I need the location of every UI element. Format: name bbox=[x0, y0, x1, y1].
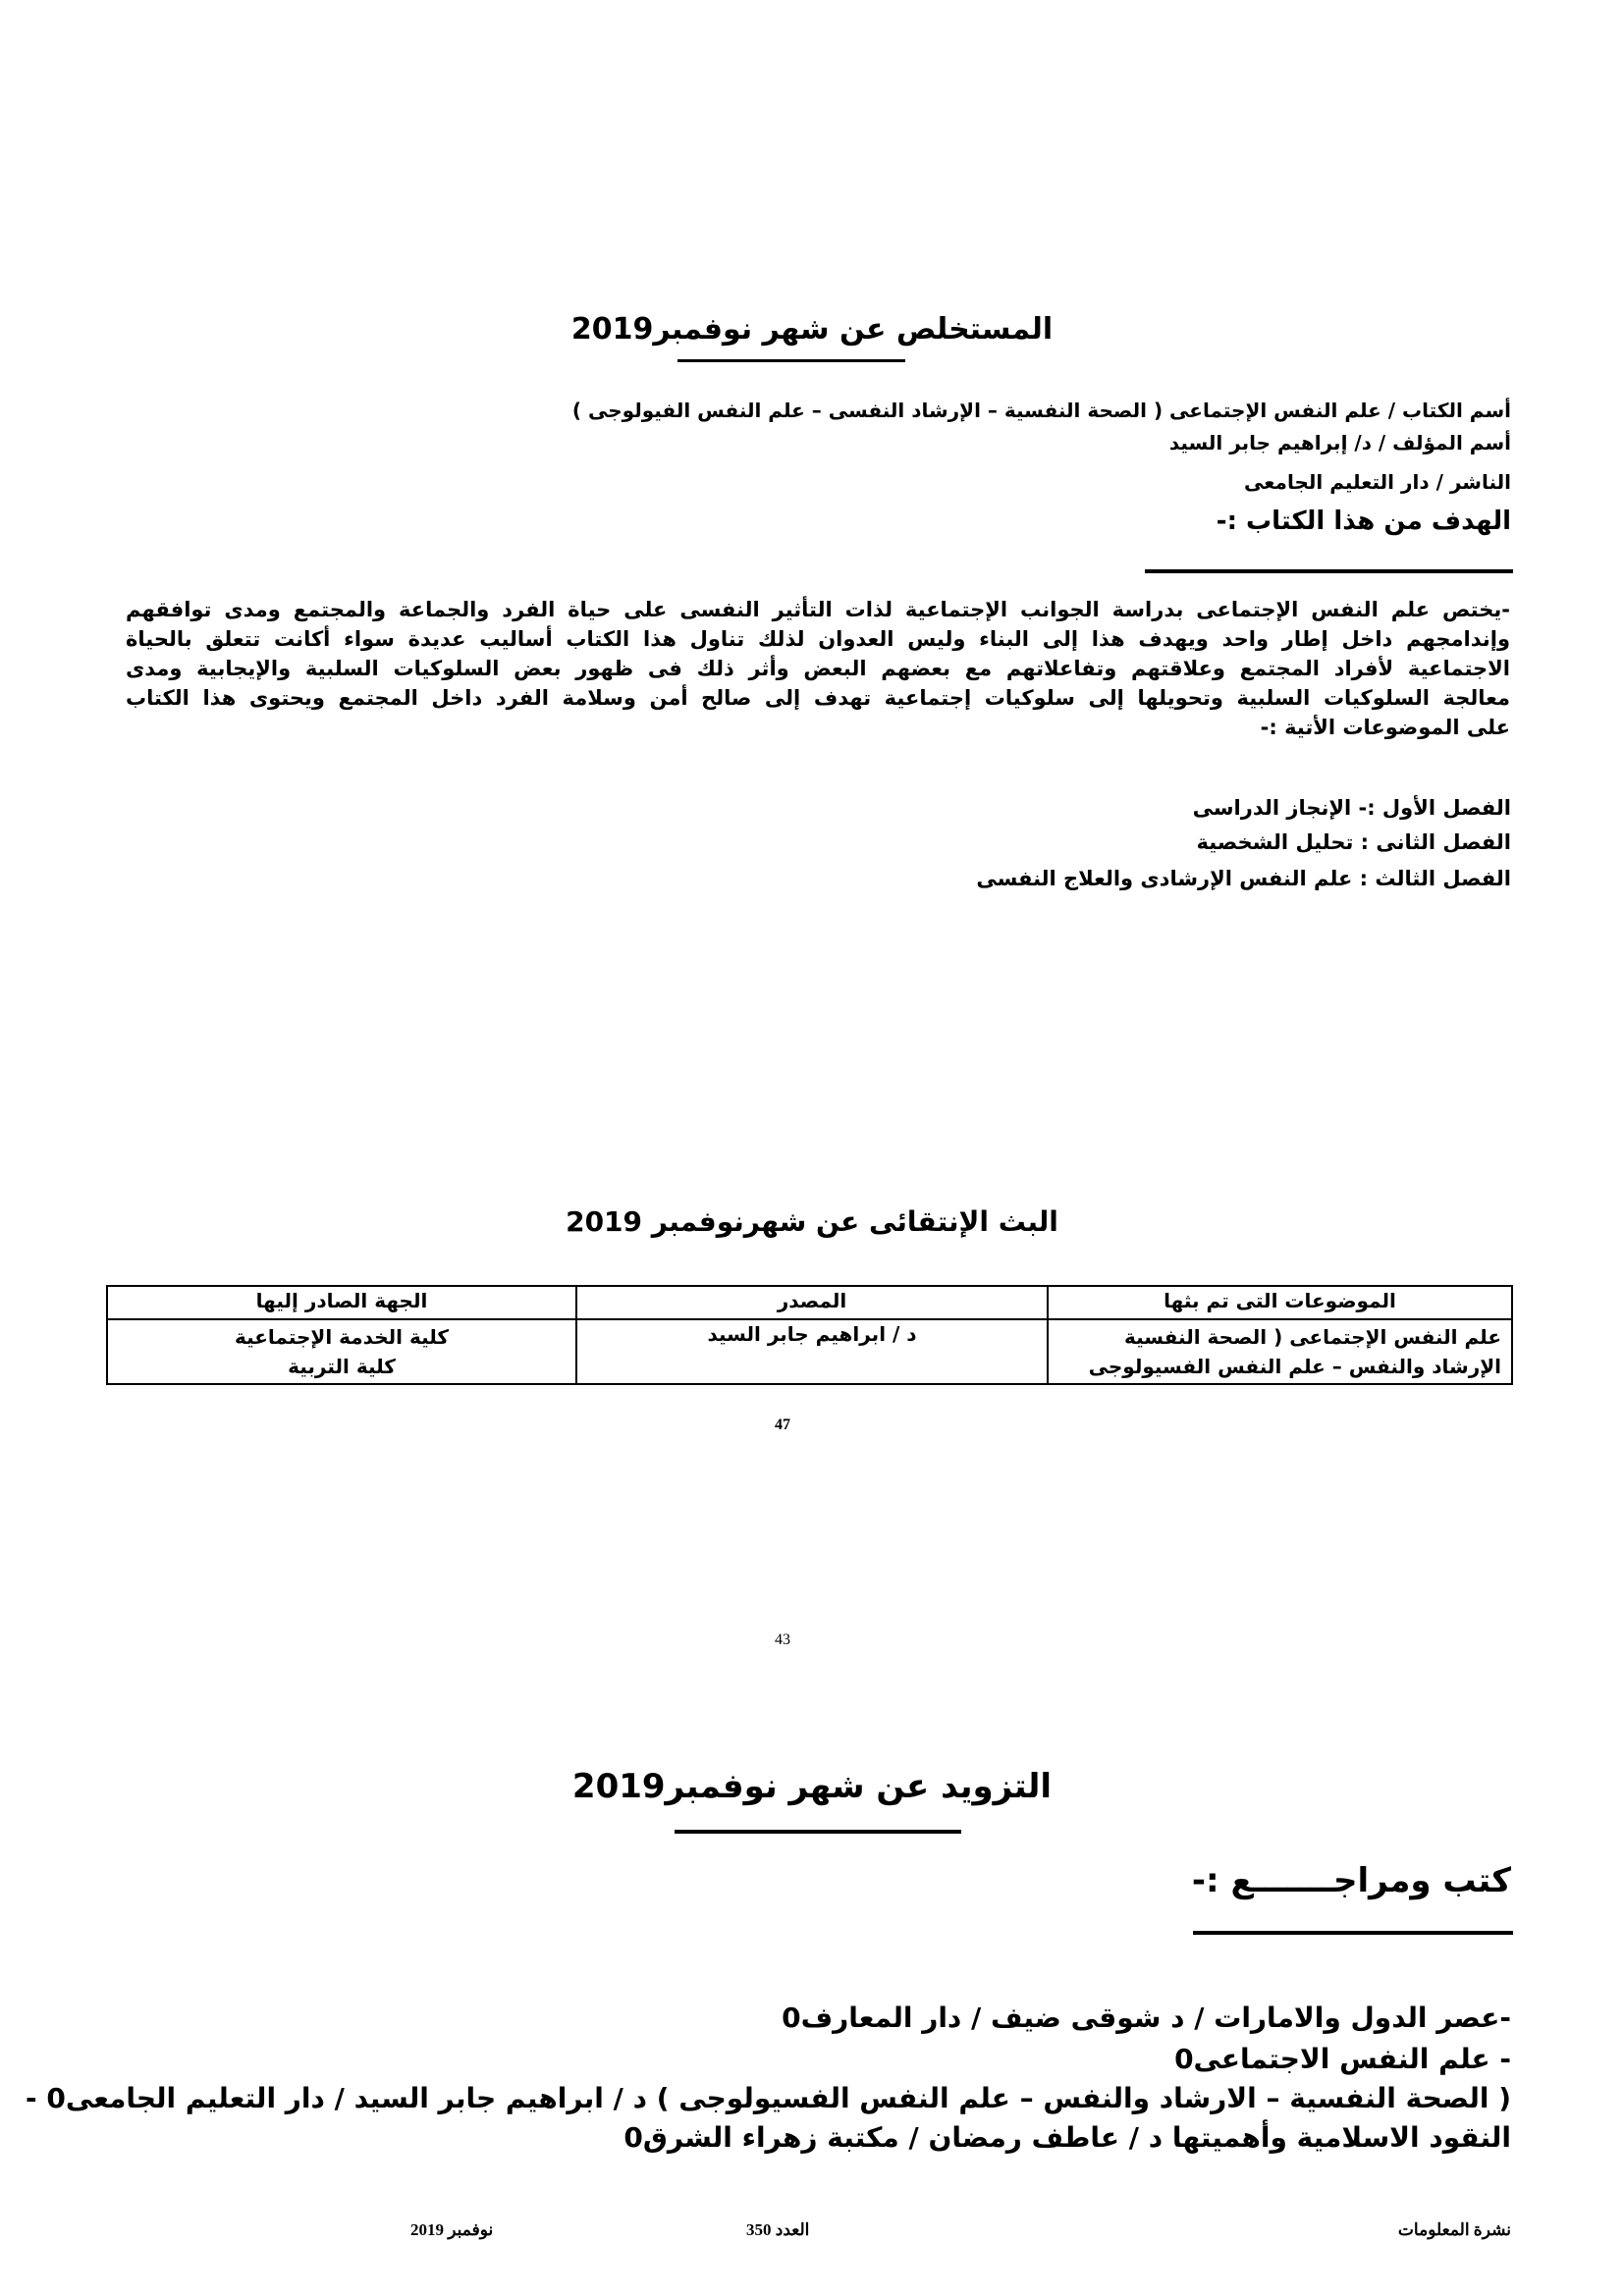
goal-heading: الهدف من هذا الكتاب :- bbox=[1216, 507, 1511, 536]
paragraph-line: معالجة السلوكيات السلبية وتحويلها إلى سلوكيات إجتماعية تهدف إلى صالح أمن وسلامة الفرد داخل المجتمع ويحتوى هذا الكتاب bbox=[126, 686, 1510, 710]
chapter-1: الفصل الأول :- الإنجاز الدراسى bbox=[1192, 796, 1511, 820]
paragraph-line: على الموضوعات الأتية :- bbox=[1260, 716, 1510, 739]
page-number-43: 43 bbox=[775, 1631, 790, 1648]
topic-line-1: علم النفس الإجتماعى ( الصحة النفسية bbox=[1124, 1325, 1501, 1349]
acquisitions-title: التزويد عن شهر نوفمبر2019 bbox=[571, 1767, 1053, 1806]
footer-issue: العدد 350 bbox=[746, 2220, 810, 2239]
paragraph-line: الاجتماعية لأفراد المجتمع وعلاقتهم وتفاعلاتهم مع بعضهم البعض وأثر ذلك فى ظهور بعض السلوكيات السلبية والإيجابية ومدى bbox=[126, 657, 1510, 680]
chapter-2: الفصل الثانى : تحليل الشخصية bbox=[1196, 830, 1511, 854]
abstract-paragraph bbox=[126, 595, 1510, 742]
footer-bulletin: نشرة المعلومات bbox=[1397, 2220, 1511, 2239]
cell-topic bbox=[1048, 1319, 1512, 1384]
reference-item-3: ( الصحة النفسية – الارشاد والنفس – علم النفس الفسيولوجى ) د / ابراهيم جابر السيد / دار التعليم الجامعى0 - bbox=[26, 2082, 1511, 2114]
references-heading: كتب ومراجـــــــع :- bbox=[1191, 1861, 1511, 1900]
author-line: أسم المؤلف / د/ إبراهيم جابر السيد bbox=[1168, 431, 1511, 454]
table-row bbox=[107, 1319, 1512, 1384]
goal-heading-underline bbox=[1145, 569, 1513, 573]
acquisitions-title-underline bbox=[675, 1830, 961, 1834]
abstract-title-underline bbox=[677, 359, 905, 362]
publisher-line: الناشر / دار التعليم الجامعى bbox=[1244, 470, 1511, 494]
destination-line-2: كلية التربية bbox=[288, 1355, 396, 1378]
table-header-row bbox=[107, 1286, 1512, 1319]
chapter-3: الفصل الثالث : علم النفس الإرشادى والعلاج النفسى bbox=[976, 867, 1511, 890]
abstract-title: المستخلص عن شهر نوفمبر2019 bbox=[570, 312, 1054, 347]
cell-source: د / ابراهيم جابر السيد bbox=[576, 1319, 1048, 1384]
header-destination: الجهة الصادر إليها bbox=[107, 1286, 576, 1319]
book-title-line: أسم الكتاب / علم النفس الإجتماعى ( الصحة النفسية – الإرشاد النفسى – علم النفس الفيولوجى ) bbox=[571, 399, 1511, 422]
page-number-47: 47 bbox=[775, 1416, 790, 1433]
sdi-table bbox=[106, 1285, 1513, 1385]
reference-item-1: -عصر الدول والامارات / د شوقى ضيف / دار المعارف0 bbox=[782, 2002, 1511, 2034]
cell-destination bbox=[107, 1319, 576, 1384]
reference-item-4: النقود الاسلامية وأهميتها د / عاطف رمضان / مكتبة زهراء الشرق0 bbox=[623, 2121, 1511, 2154]
paragraph-line: -يختص علم النفس الإجتماعى بدراسة الجوانب الإجتماعية لذات التأثير النفسى على حياة الفرد والجماعة والمجتمع ومدى توافقهم bbox=[126, 598, 1510, 621]
topic-line-2: الإرشاد والنفس – علم النفس الفسيولوجى bbox=[1088, 1355, 1501, 1378]
header-topics: الموضوعات التى تم بثها bbox=[1048, 1286, 1512, 1319]
destination-line-1: كلية الخدمة الإجتماعية bbox=[234, 1325, 450, 1349]
paragraph-line: وإندامجهم داخل إطار واحد ويهدف هذا إلى البناء وليس العدوان لذلك تناول هذا الكتاب أساليب عديدة سواء أكانت تتعلق بالحياة bbox=[126, 627, 1510, 651]
header-source: المصدر bbox=[576, 1286, 1048, 1319]
reference-item-2: - علم النفس الاجتماعى0 bbox=[1174, 2043, 1511, 2075]
references-heading-underline bbox=[1193, 1931, 1513, 1935]
sdi-title: البث الإنتقائى عن شهرنوفمبر 2019 bbox=[566, 1205, 1058, 1238]
footer-date: نوفمبر 2019 bbox=[410, 2220, 494, 2239]
